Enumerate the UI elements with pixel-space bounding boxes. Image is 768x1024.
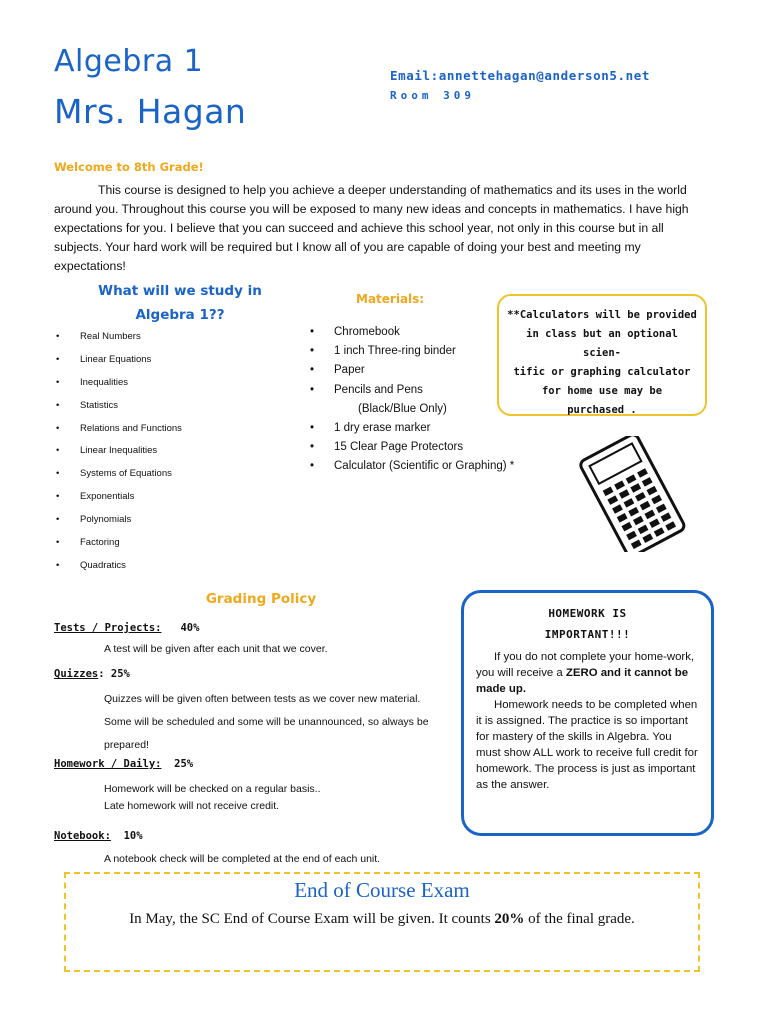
calculator-note-line: **Calculators will be provided <box>507 309 697 321</box>
homework-description-line: Late homework will not receive credit. <box>104 800 280 812</box>
homework-box-paragraph: Homework needs to be completed when it is assigned. The practice is so important for mastery of the skills in Algebra. You must show ALL work to receive full credit for homework. The process is just as important as the answer. <box>476 699 698 791</box>
list-item: • Chromebook <box>310 323 514 342</box>
calculator-note-box <box>497 294 707 416</box>
homework-description <box>104 781 321 815</box>
eoc-exam-text <box>64 911 700 928</box>
list-item: • Polynomials <box>56 513 182 536</box>
list-item: • Paper <box>310 361 514 380</box>
homework-box-body <box>476 649 699 793</box>
grading-heading: Grading Policy <box>205 591 317 607</box>
study-heading-line1: What will we study in <box>98 283 262 299</box>
list-item: • Calculator (Scientific or Graphing) * <box>310 457 514 476</box>
eoc-percent: 20% <box>494 911 525 927</box>
study-topics-list <box>56 330 182 582</box>
list-item: • 15 Clear Page Protectors <box>310 438 514 457</box>
welcome-heading: Welcome to 8th Grade! <box>54 160 204 174</box>
email-address: Email:annettehagan@anderson5.net <box>390 68 651 83</box>
list-item: • Relations and Functions <box>56 422 182 445</box>
materials-list <box>310 323 514 477</box>
homework-box-bold-text: ZERO and it cannot be made up. <box>476 667 689 695</box>
notebook-label <box>54 830 143 842</box>
page-title-teacher: Mrs. Hagan <box>54 92 247 131</box>
homework-percent: 25% <box>174 758 194 770</box>
calculator-note-line: tific or graphing calculator <box>513 366 691 378</box>
page-title-course: Algebra 1 <box>54 44 204 79</box>
intro-text: This course is designed to help you achieve a deeper understanding of mathematics and its uses in the world around you. Throughout this course you will be exposed to many new ideas and concepts in mathematics. I have high expectations for you. I believe that you can succeed and achieve this school year, not only in this course but in all subjects. Your hard work will be required but I know all of you are capable of doing your best and meeting my expectations! <box>54 183 689 273</box>
list-item: • Quadratics <box>56 559 182 582</box>
study-heading-line2: Algebra 1?? <box>135 307 225 323</box>
list-item: • 1 dry erase marker <box>310 419 514 438</box>
tests-label <box>54 622 199 634</box>
homework-box-text: If you do not complete your home-work, you will receive a <box>476 651 695 679</box>
notebook-label-text: Notebook: <box>54 830 111 842</box>
list-item: • Exponentials <box>56 490 182 513</box>
calculator-icon <box>570 436 700 552</box>
list-item: • Real Numbers <box>56 330 182 353</box>
homework-label <box>54 758 193 770</box>
tests-label-text: Tests / Projects: <box>54 622 162 634</box>
room-number: Room 309 <box>390 89 475 102</box>
list-item: • Systems of Equations <box>56 467 182 490</box>
list-item: • Statistics <box>56 399 182 422</box>
eoc-text-end: of the final grade. <box>524 911 635 927</box>
homework-important-box <box>461 590 714 836</box>
materials-heading: Materials: <box>356 292 425 306</box>
quizzes-label <box>54 668 130 680</box>
homework-description-line: Homework will be checked on a regular basis.. <box>104 783 321 795</box>
list-item: • 1 inch Three-ring binder <box>310 342 514 361</box>
calculator-note-line: for home use may be <box>541 385 663 397</box>
list-item: • Factoring <box>56 536 182 559</box>
homework-box-title-line: IMPORTANT!!! <box>544 628 631 641</box>
list-item: • Linear Inequalities <box>56 444 182 467</box>
quizzes-description: Quizzes will be given often between tests as we cover new material. Some will be scheduled and some will be unannounced, so always be prepared! <box>104 693 429 751</box>
homework-box-title <box>476 603 699 645</box>
tests-percent: 40% <box>180 622 200 634</box>
list-item: • Pencils and Pens <box>310 381 514 400</box>
tests-description: A test will be given after each unit that we cover. <box>104 643 328 655</box>
homework-label-text: Homework / Daily: <box>54 758 162 770</box>
quizzes-percent: : 25% <box>98 668 130 680</box>
eoc-text-start: In May, the SC End of Course Exam will be given. It counts <box>129 911 495 927</box>
list-item-note: (Black/Blue Only) <box>358 402 447 415</box>
eoc-exam-title: End of Course Exam <box>294 878 470 902</box>
homework-box-title-line: HOMEWORK IS <box>548 607 627 620</box>
notebook-description: A notebook check will be completed at the end of each unit. <box>104 853 381 865</box>
intro-paragraph <box>54 181 704 276</box>
notebook-percent: 10% <box>123 830 143 842</box>
calculator-note-line: in class but an optional scien- <box>526 328 678 359</box>
calculator-note-line: purchased . <box>567 404 637 416</box>
quizzes-label-text: Quizzes <box>54 668 99 680</box>
list-item: • Inequalities <box>56 376 182 399</box>
list-item: • Linear Equations <box>56 353 182 376</box>
homework-box-paragraph <box>476 649 699 697</box>
